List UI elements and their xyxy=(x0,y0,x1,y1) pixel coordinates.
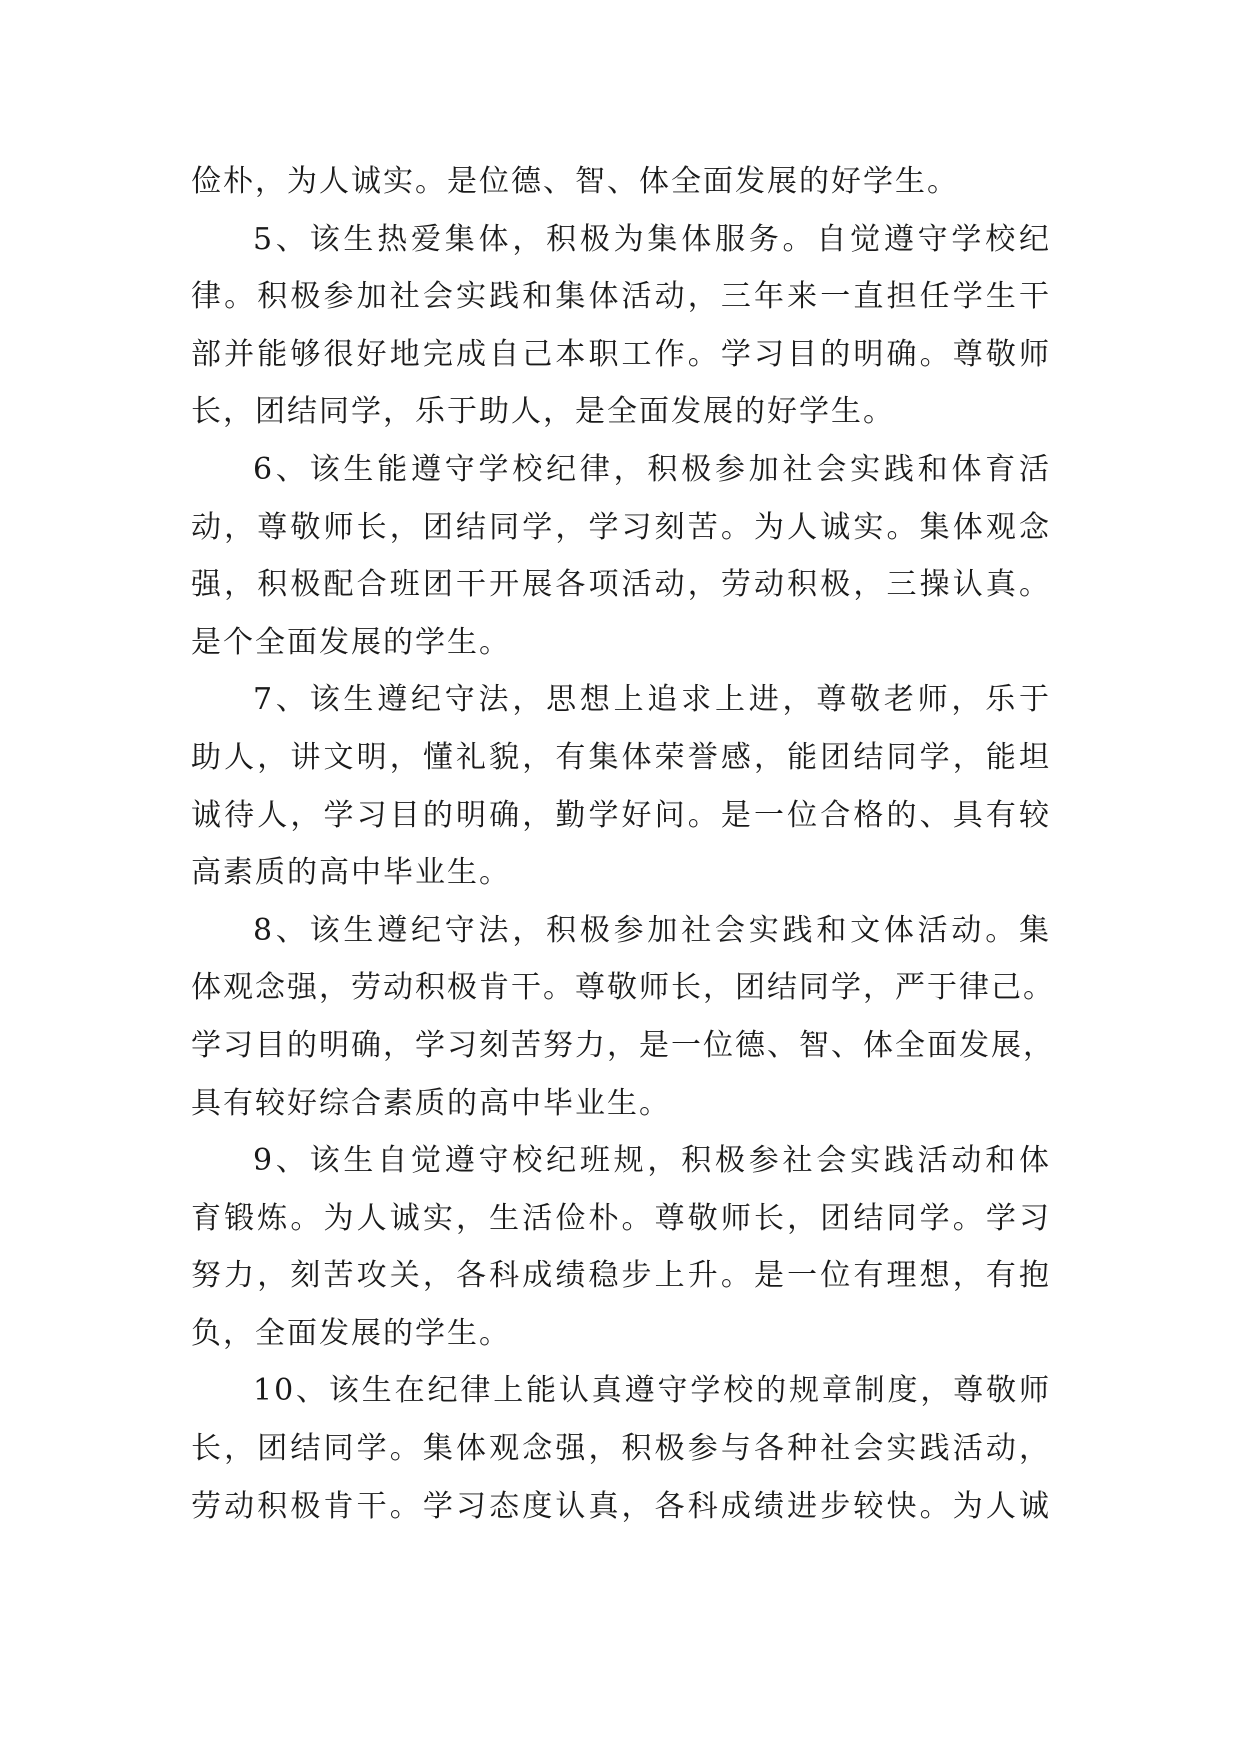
text-line: 6、该生能遵守学校纪律，积极参加社会实践和体育活 xyxy=(253,451,1051,487)
text-line: 8、该生遵纪守法，积极参加社会实践和文体活动。集 xyxy=(253,912,1051,948)
text-line: 9、该生自觉遵守校纪班规，积极参社会实践活动和体 xyxy=(253,1143,1051,1179)
text-line: 助人，讲文明，懂礼貌，有集体荣誉感，能团结同学，能坦 xyxy=(191,739,1051,775)
text-line: 强，积极配合班团干开展各项活动，劳动积极，三操认真。 xyxy=(191,567,1051,603)
text-line: 具有较好综合素质的高中毕业生。 xyxy=(191,1085,671,1121)
text-line: 诚待人，学习目的明确，勤学好问。是一位合格的、具有较 xyxy=(191,797,1051,833)
text-line: 体观念强，劳动积极肯干。尊敬师长，团结同学，严于律己。 xyxy=(191,970,1055,1006)
text-line: 动，尊敬师长，团结同学，学习刻苦。为人诚实。集体观念 xyxy=(191,509,1051,545)
text-line: 长，团结同学，乐于助人，是全面发展的好学生。 xyxy=(191,394,895,430)
text-line: 部并能够很好地完成自己本职工作。学习目的明确。尊敬师 xyxy=(191,336,1051,372)
text-line: 负，全面发展的学生。 xyxy=(191,1315,511,1351)
document-body xyxy=(191,153,1055,1535)
text-line: 努力，刻苦攻关，各科成绩稳步上升。是一位有理想，有抱 xyxy=(191,1258,1051,1294)
text-line: 是个全面发展的学生。 xyxy=(191,624,511,660)
text-line: 律。积极参加社会实践和集体活动，三年来一直担任学生干 xyxy=(191,279,1051,315)
text-line: 5、该生热爱集体，积极为集体服务。自觉遵守学校纪 xyxy=(253,221,1051,257)
text-line: 俭朴，为人诚实。是位德、智、体全面发展的好学生。 xyxy=(191,164,959,199)
text-line: 高素质的高中毕业生。 xyxy=(191,855,511,891)
text-line: 育锻炼。为人诚实，生活俭朴。尊敬师长，团结同学。学习 xyxy=(191,1200,1051,1236)
text-line: 10、该生在纪律上能认真遵守学校的规章制度，尊敬师 xyxy=(253,1373,1051,1409)
text-line: 学习目的明确，学习刻苦努力，是一位德、智、体全面发展， xyxy=(191,1027,1055,1063)
text-line: 7、该生遵纪守法，思想上追求上进，尊敬老师，乐于 xyxy=(253,682,1051,718)
text-line: 长，团结同学。集体观念强，积极参与各种社会实践活动， xyxy=(191,1431,1051,1467)
text-line: 劳动积极肯干。学习态度认真，各科成绩进步较快。为人诚 xyxy=(191,1488,1051,1524)
